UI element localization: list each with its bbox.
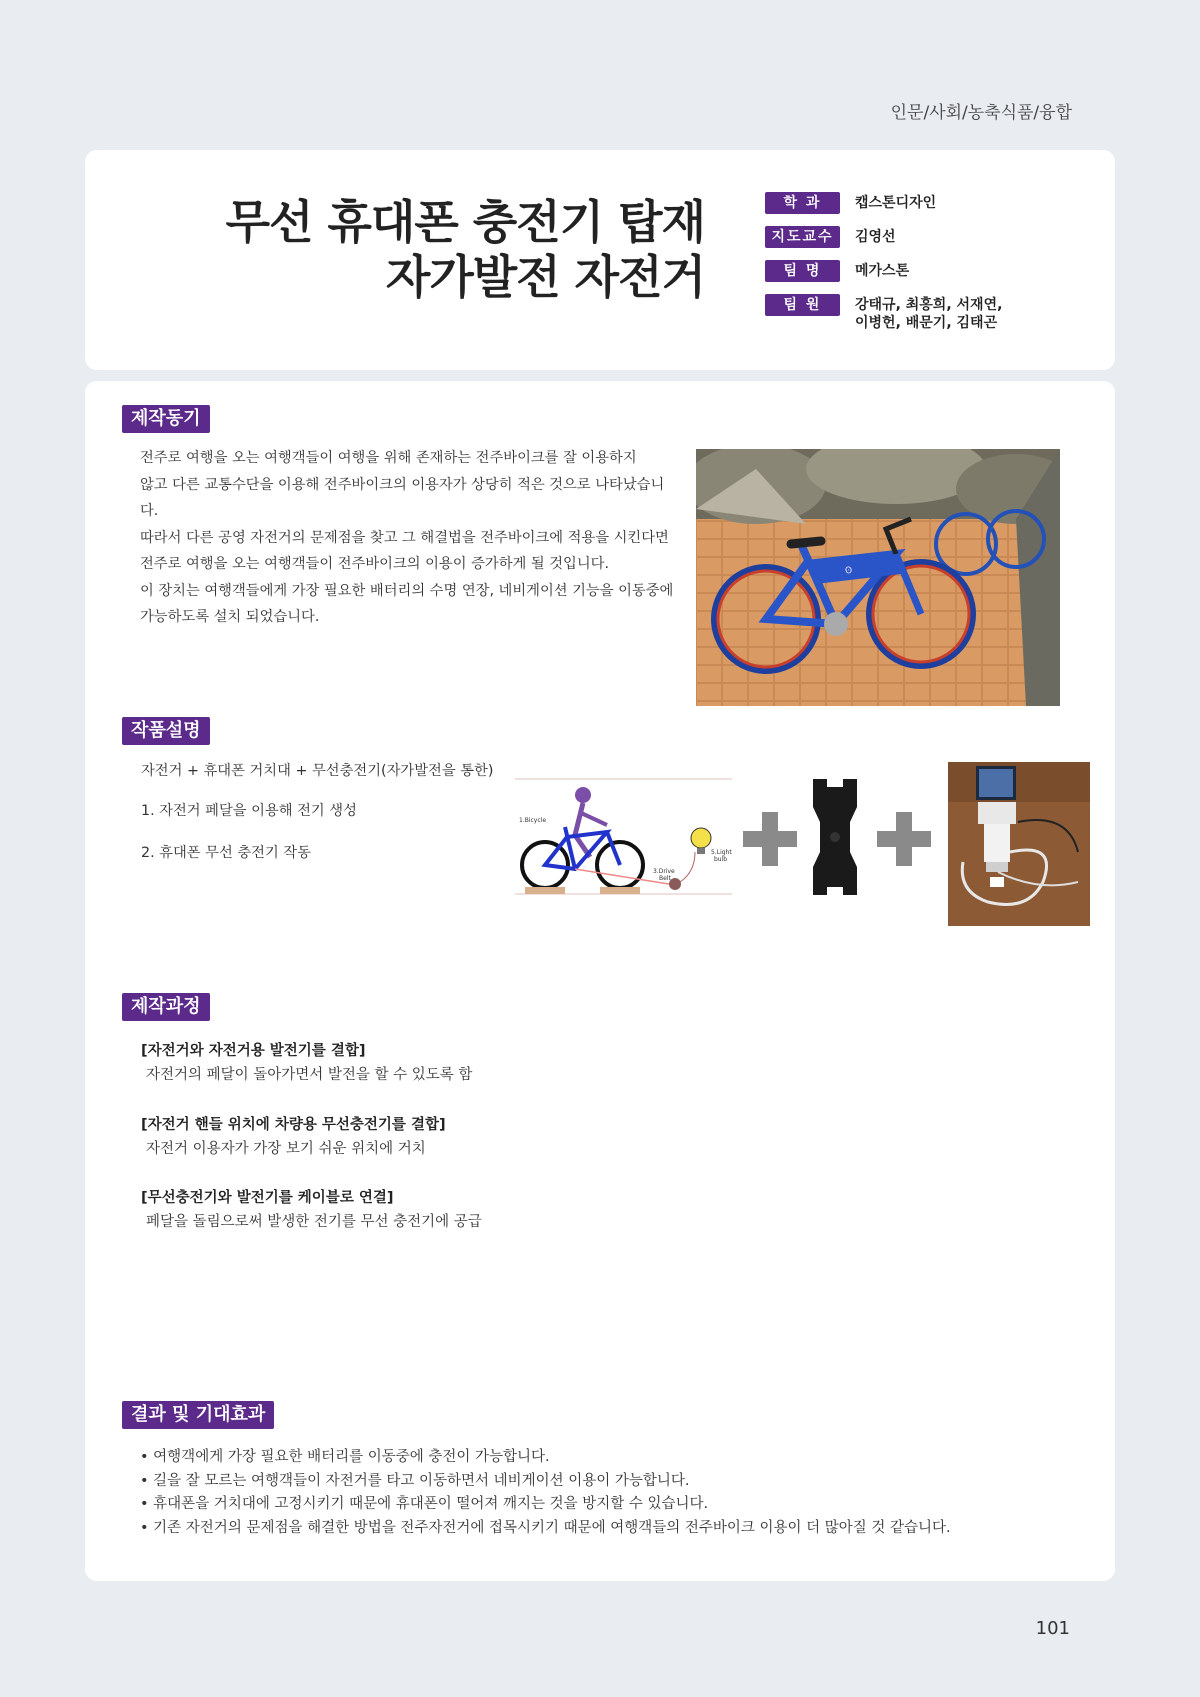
list-item: • 기존 자전거의 문제점을 해결한 방법을 전주자전거에 접목시키기 때문에 여행객들의 전주바이크 이용이 더 많아질 것 같습니다.: [140, 1517, 951, 1541]
text-line: 따라서 다른 공영 자전거의 문제점을 찾고 그 해결법을 전주바이크에 적용을 시킨다면: [140, 529, 669, 546]
bicycle-diagram-illustration: [515, 777, 732, 897]
plus-icon: [743, 812, 797, 866]
info-label: 팀 원: [765, 294, 840, 316]
section-title-process: 제작과정: [122, 993, 210, 1021]
bicycle-diagram: [515, 777, 732, 897]
text-line: 않고 다른 교통수단을 이용해 전주바이크의 이용자가 상당히 적은 것으로 나타났습니다.: [140, 476, 665, 519]
phone-holder-image: [805, 777, 865, 897]
process-step-title: [자전거와 자전거용 발전기를 결합]: [141, 1043, 366, 1059]
info-value: 김영선: [855, 229, 896, 245]
motivation-text: [140, 445, 680, 631]
diagram-label-bulb: 5.Light: [711, 849, 732, 856]
list-item: • 길을 잘 모르는 여행객들이 자전거를 타고 이동하면서 네비게이션 이용이 가능합니다.: [140, 1470, 951, 1494]
info-label: 학 과: [765, 192, 840, 214]
info-label: 지도교수: [765, 226, 840, 248]
info-table: [765, 192, 1015, 344]
bike-photo-illustration: [696, 449, 1060, 706]
list-item: • 여행객에게 가장 필요한 배터리를 이동중에 충전이 가능합니다.: [140, 1446, 951, 1470]
description-line-2: 1. 자전거 페달을 이용해 전기 생성: [141, 803, 357, 819]
diagram-label-bicycle: 1.Bicycle: [519, 817, 547, 824]
diagram-label-belt: 3.Drive: [653, 868, 675, 875]
info-row-team-name: [765, 260, 1015, 282]
info-row-advisor: [765, 226, 1015, 248]
description-line-1: 자전거 + 휴대폰 거치대 + 무선충전기(자가발전을 통한): [141, 763, 494, 779]
info-row-department: [765, 192, 1015, 214]
process-step-desc: 페달을 돌림으로써 발생한 전기를 무선 충전기에 공급: [146, 1214, 482, 1230]
page-number: 101: [1035, 1618, 1070, 1639]
text-line: 가능하도록 설치 되었습니다.: [140, 609, 320, 625]
process-step-desc: 자전거 이용자가 가장 보기 쉬운 위치에 거치: [146, 1141, 426, 1157]
info-label: 팀 명: [765, 260, 840, 282]
info-value: 메가스톤: [855, 263, 910, 279]
phone-holder-icon: [805, 777, 865, 897]
process-step-title: [무선충전기와 발전기를 케이블로 연결]: [141, 1190, 394, 1206]
process-step-title: [자전거 핸들 위치에 차량용 무선충전기를 결합]: [141, 1117, 446, 1133]
process-step-desc: 자전거의 페달이 돌아가면서 발전을 할 수 있도록 함: [146, 1067, 473, 1083]
diagram-label-bulb-2: bulb: [714, 856, 728, 863]
bike-photo: [696, 449, 1060, 706]
plus-icon: [877, 812, 931, 866]
info-row-members: [765, 294, 1015, 332]
page-title: [226, 195, 705, 305]
svg-text:ʘ: ʘ: [844, 565, 854, 577]
section-title-results: 결과 및 기대효과: [122, 1401, 274, 1429]
title-line-1: 무선 휴대폰 충전기 탑재: [225, 195, 705, 249]
description-line-3: 2. 휴대폰 무선 충전기 작동: [141, 845, 311, 861]
category-label: 인문/사회/농축식품/융합: [890, 103, 1072, 123]
results-list: [140, 1446, 951, 1540]
title-line-2: 자가발전 자전거: [385, 250, 705, 305]
diagram-label-belt-2: Belt: [659, 875, 671, 882]
text-line: 전주로 여행을 오는 여행객들이 여행을 위해 존재하는 전주바이크를 잘 이용하지: [140, 450, 637, 466]
text-line: 전주로 여행을 오는 여행객들이 전주바이크의 이용이 증가하게 될 것입니다.: [140, 556, 610, 572]
section-title-motivation: 제작동기: [122, 405, 210, 433]
info-value: 강태규, 최홍희, 서재연, 이병헌, 배문기, 김태곤: [855, 297, 1003, 331]
text-line: 이 장치는 여행객들에게 가장 필요한 배터리의 수명 연장, 네비게이션 기능을 이동중에: [140, 582, 674, 599]
list-item: • 휴대폰을 거치대에 고정시키기 때문에 휴대폰이 떨어져 깨지는 것을 방지할 수 있습니다.: [140, 1493, 951, 1517]
info-value: 캡스톤디자인: [855, 195, 937, 211]
wireless-charger-photo: [948, 762, 1090, 926]
header-card: [85, 150, 1115, 370]
wireless-charger-illustration: [948, 762, 1090, 926]
section-title-description: 작품설명: [122, 717, 210, 745]
